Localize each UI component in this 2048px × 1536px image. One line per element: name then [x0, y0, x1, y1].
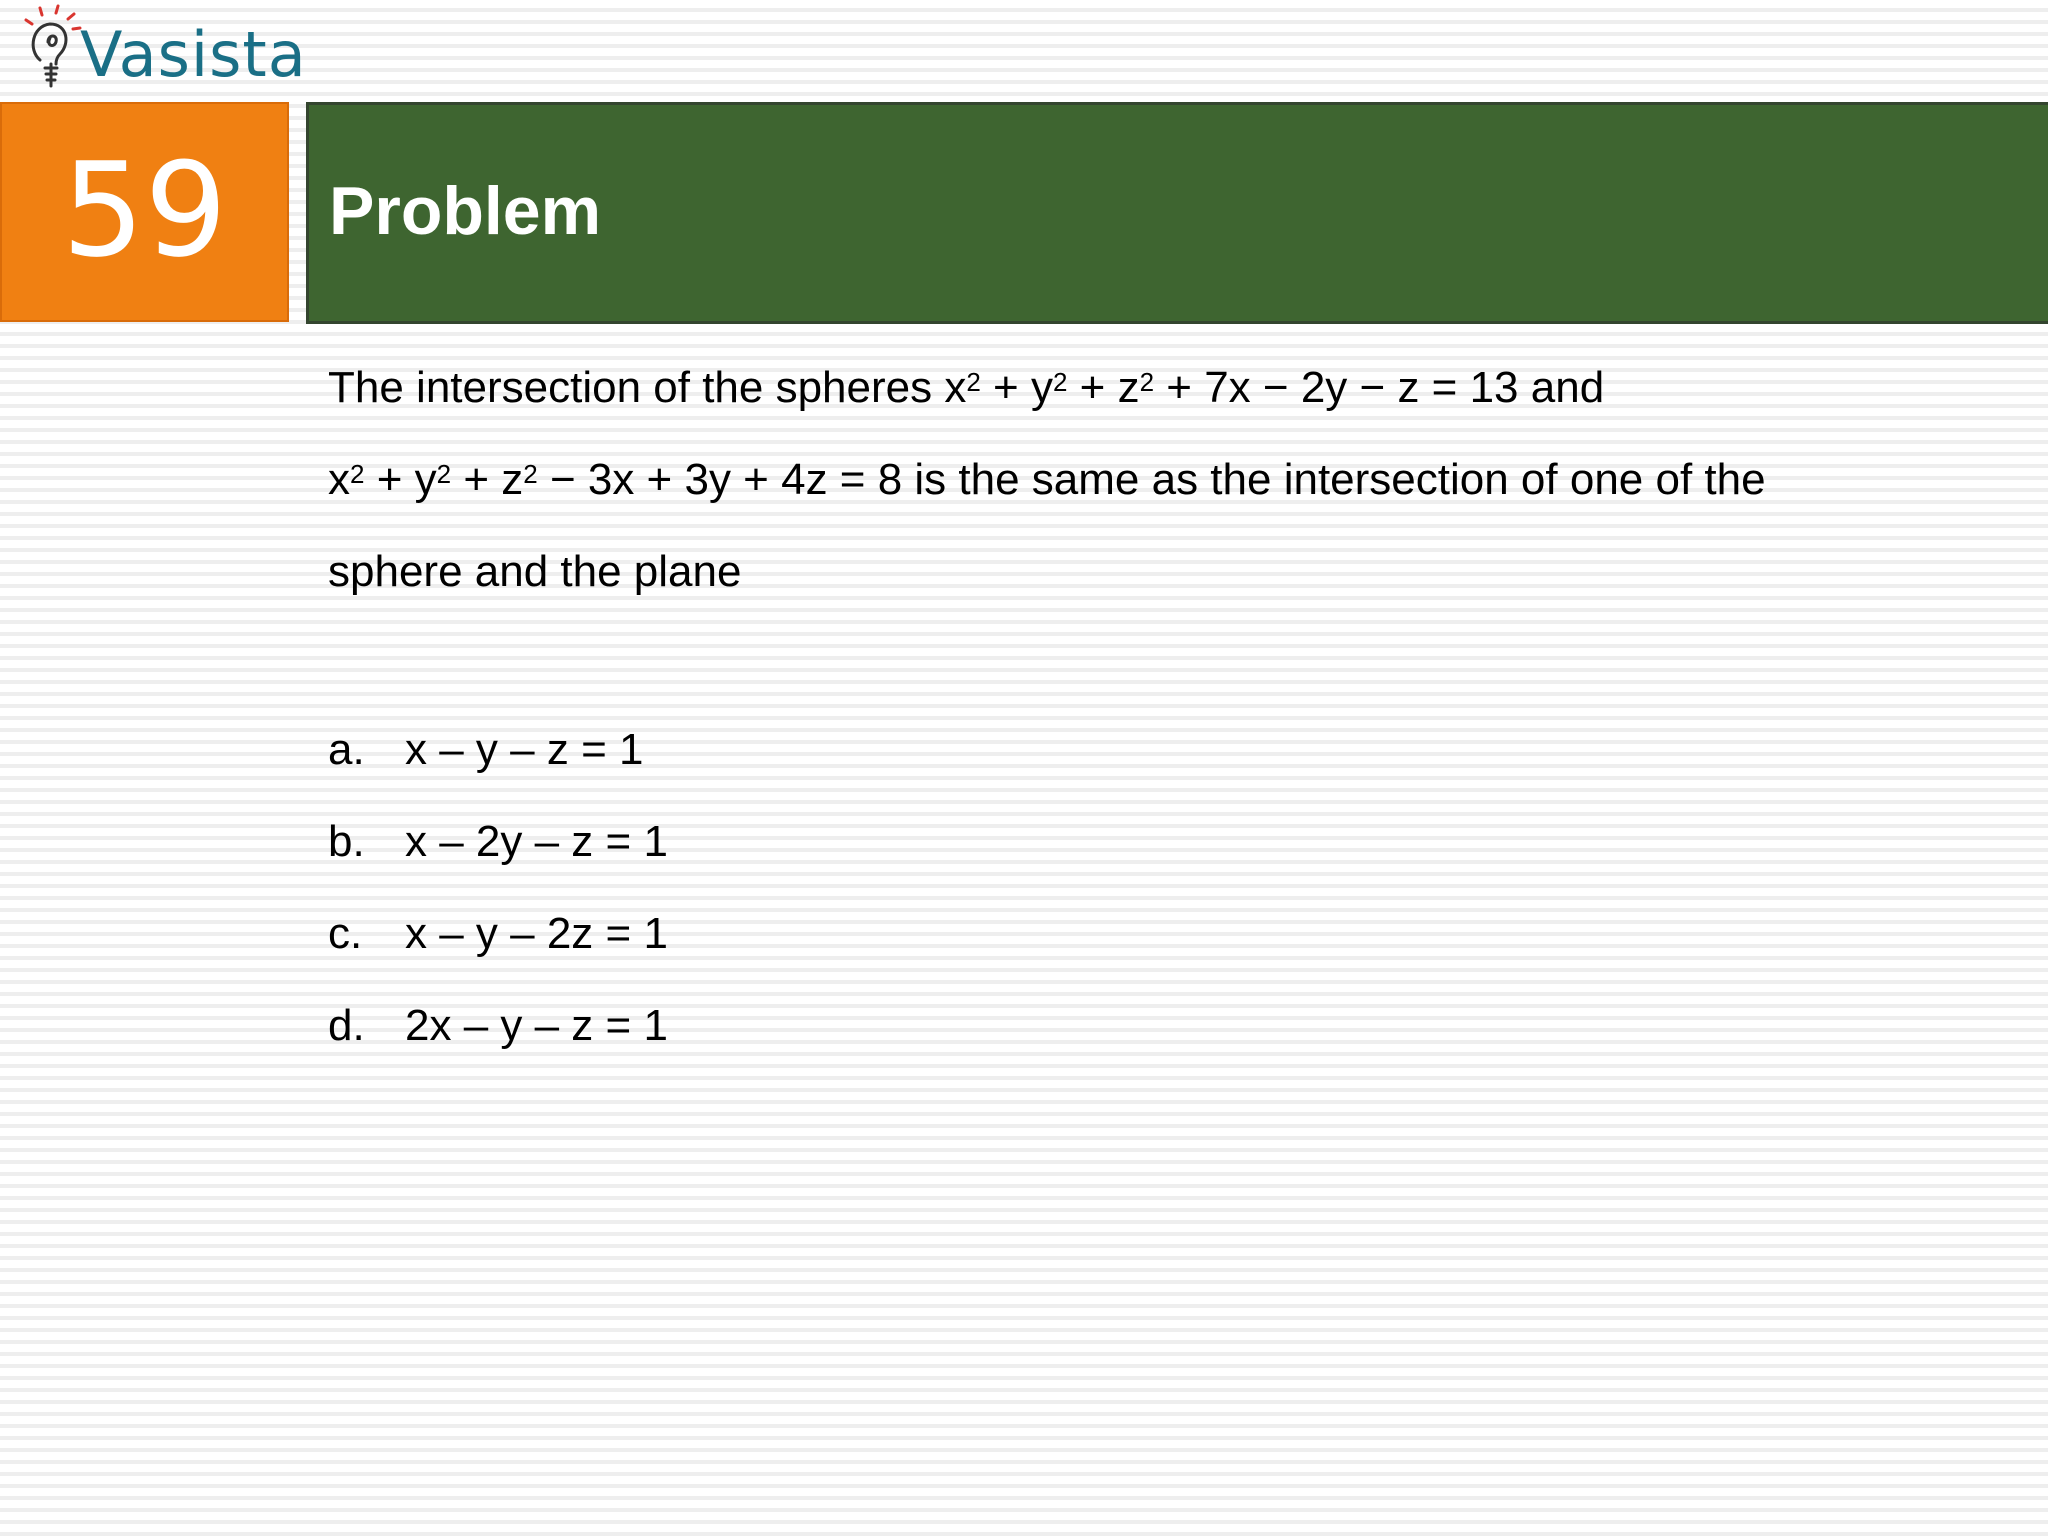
superscript: 2: [966, 367, 981, 397]
slide-content: [328, 356, 2008, 1050]
superscript: 2: [523, 459, 538, 489]
option-letter: c.: [328, 909, 363, 958]
text-run: + z: [451, 455, 524, 504]
option-a: [328, 718, 668, 810]
answer-options: [328, 718, 668, 1086]
option-text: x – 2y – z = 1: [405, 817, 668, 866]
question-text: [328, 356, 2008, 632]
text-run: + z: [1067, 363, 1140, 412]
title-bar: [306, 102, 2048, 324]
text-run: x: [328, 455, 350, 504]
option-d: [328, 994, 668, 1086]
problem-number-badge: [0, 102, 289, 322]
vasista-logo: [18, 2, 307, 94]
lightbulb-icon: [18, 2, 88, 94]
slide-title: Problem: [329, 173, 602, 249]
option-letter: b.: [328, 817, 365, 866]
question-line-2: [328, 448, 2008, 540]
option-letter: d.: [328, 1001, 365, 1050]
option-text: x – y – 2z = 1: [405, 909, 668, 958]
superscript: 2: [1052, 367, 1068, 397]
logo-wordmark: Vasista: [80, 18, 307, 91]
option-letter: a.: [328, 725, 365, 774]
option-text: x – y – z = 1: [405, 725, 644, 774]
option-c: [328, 902, 668, 994]
option-text: 2x – y – z = 1: [405, 1001, 668, 1050]
question-line-3: sphere and the plane: [328, 547, 742, 596]
text-run: + 7x − 2y − z = 13 and: [1154, 363, 1605, 412]
text-run: The intersection of the spheres x: [328, 363, 967, 412]
text-run: − 3x + 3y + 4z = 8 is the same as the intersection of one of the: [537, 455, 1766, 504]
superscript: 2: [350, 459, 365, 489]
problem-number: 59: [61, 134, 228, 286]
text-run: + y: [980, 363, 1053, 412]
option-b: [328, 810, 668, 902]
superscript: 2: [436, 459, 452, 489]
question-line-1: [328, 356, 2008, 448]
text-run: + y: [364, 455, 437, 504]
superscript: 2: [1139, 367, 1155, 397]
